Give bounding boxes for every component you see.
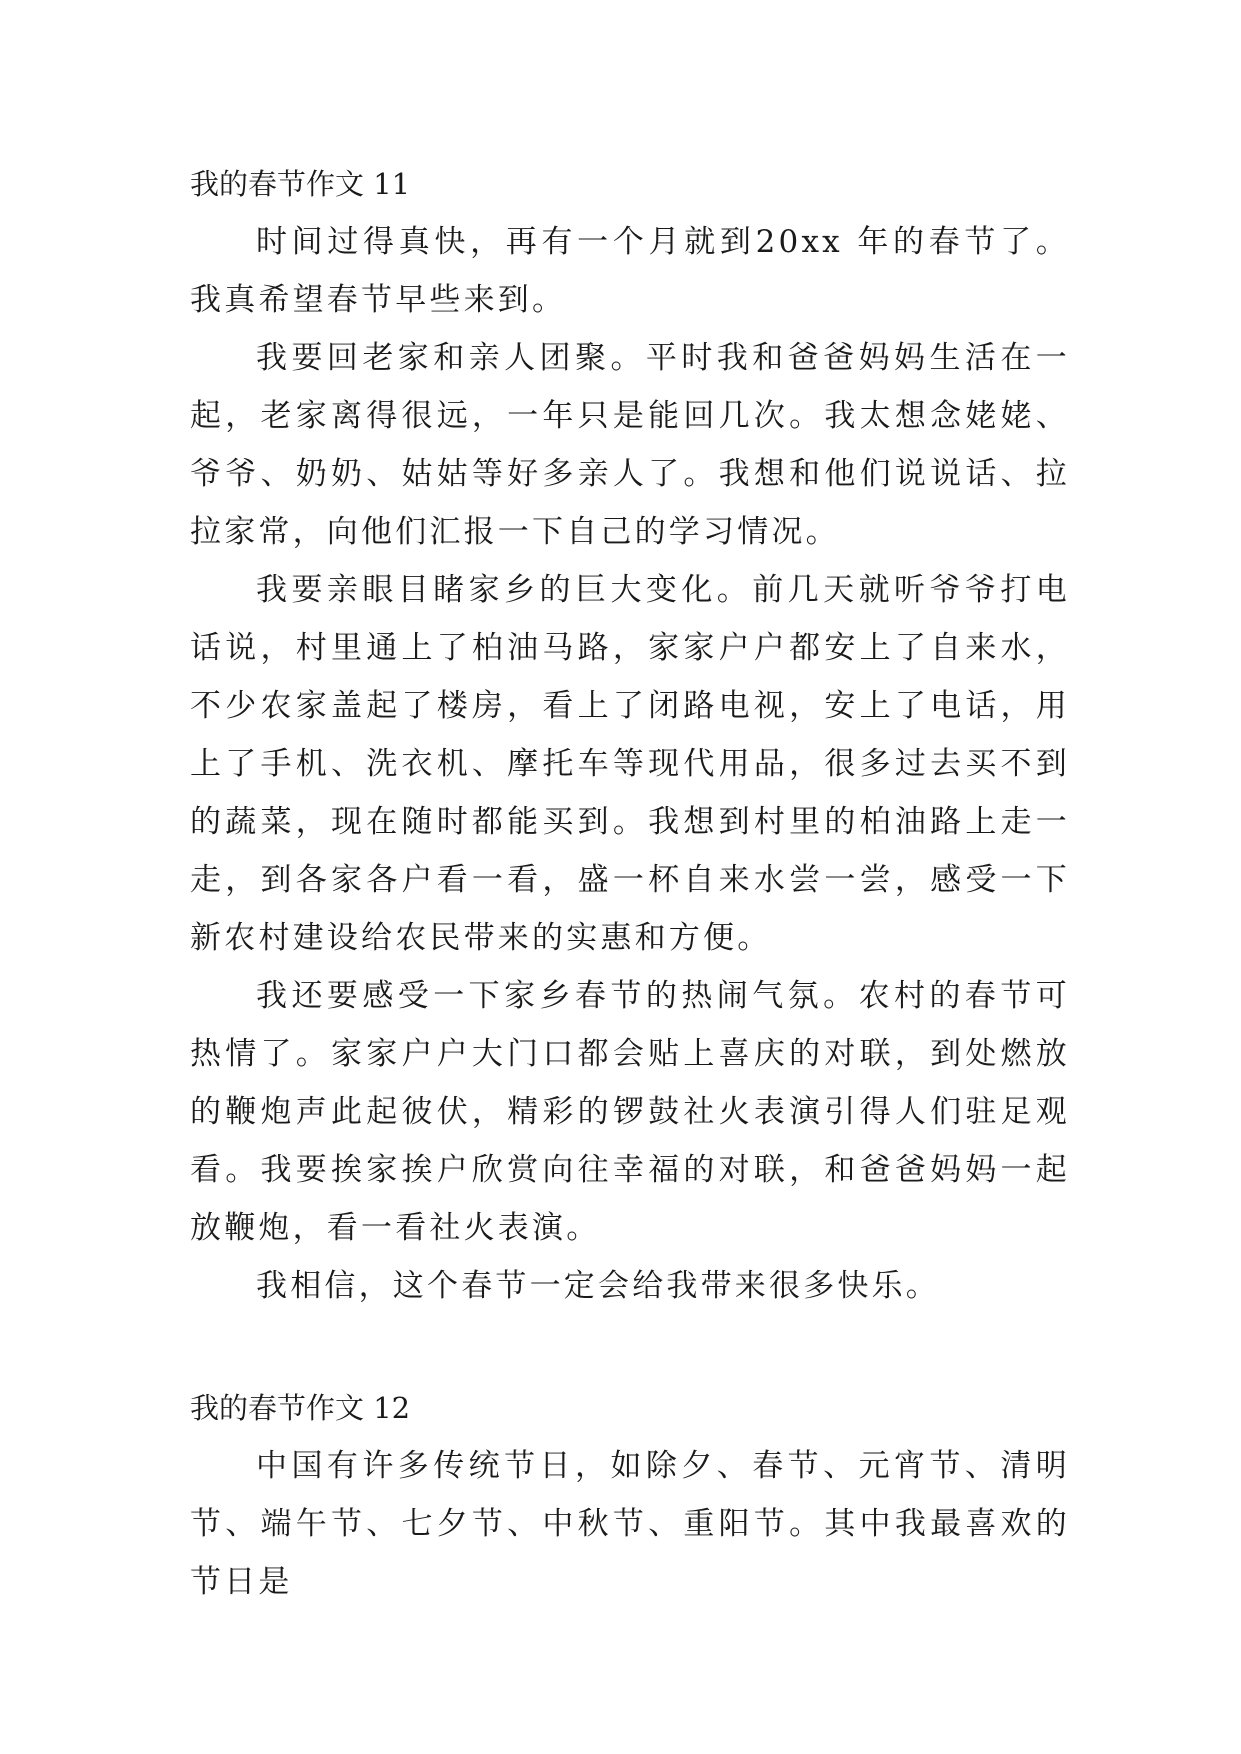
essay-12 [190, 1379, 1070, 1611]
section-spacer [190, 1315, 1070, 1379]
paragraph: 中国有许多传统节日，如除夕、春节、元宵节、清明节、端午节、七夕节、中秋节、重阳节。其中我最喜欢的节日是 [190, 1448, 1070, 1600]
paragraph: 我相信，这个春节一定会给我带来很多快乐。 [256, 1268, 940, 1304]
essay-title: 我的春节作文 12 [190, 1391, 411, 1425]
paragraph: 时间过得真快，再有一个月就到20xx 年的春节了。我真希望春节早些来到。 [190, 224, 1070, 318]
essay-title: 我的春节作文 11 [190, 167, 411, 201]
essay-11 [190, 155, 1070, 1315]
paragraph: 我要亲眼目睹家乡的巨大变化。前几天就听爷爷打电话说，村里通上了柏油马路，家家户户都安上了自来水，不少农家盖起了楼房，看上了闭路电视，安上了电话，用上了手机、洗衣机、摩托车等现代用品，很多过去买不到的蔬菜，现在随时都能买到。我想到村里的柏油路上走一走，到各家各户看一看，盛一杯自来水尝一尝，感受一下新农村建设给农民带来的实惠和方便。 [190, 572, 1070, 956]
paragraph: 我要回老家和亲人团聚。平时我和爸爸妈妈生活在一起，老家离得很远，一年只是能回几次。我太想念姥姥、爷爷、奶奶、姑姑等好多亲人了。我想和他们说说话、拉拉家常，向他们汇报一下自己的学习情况。 [190, 340, 1070, 550]
paragraph: 我还要感受一下家乡春节的热闹气氛。农村的春节可热情了。家家户户大门口都会贴上喜庆的对联，到处燃放的鞭炮声此起彼伏，精彩的锣鼓社火表演引得人们驻足观看。我要挨家挨户欣赏向往幸福的对联，和爸爸妈妈一起放鞭炮，看一看社火表演。 [190, 978, 1070, 1246]
document-page [190, 155, 1070, 1611]
